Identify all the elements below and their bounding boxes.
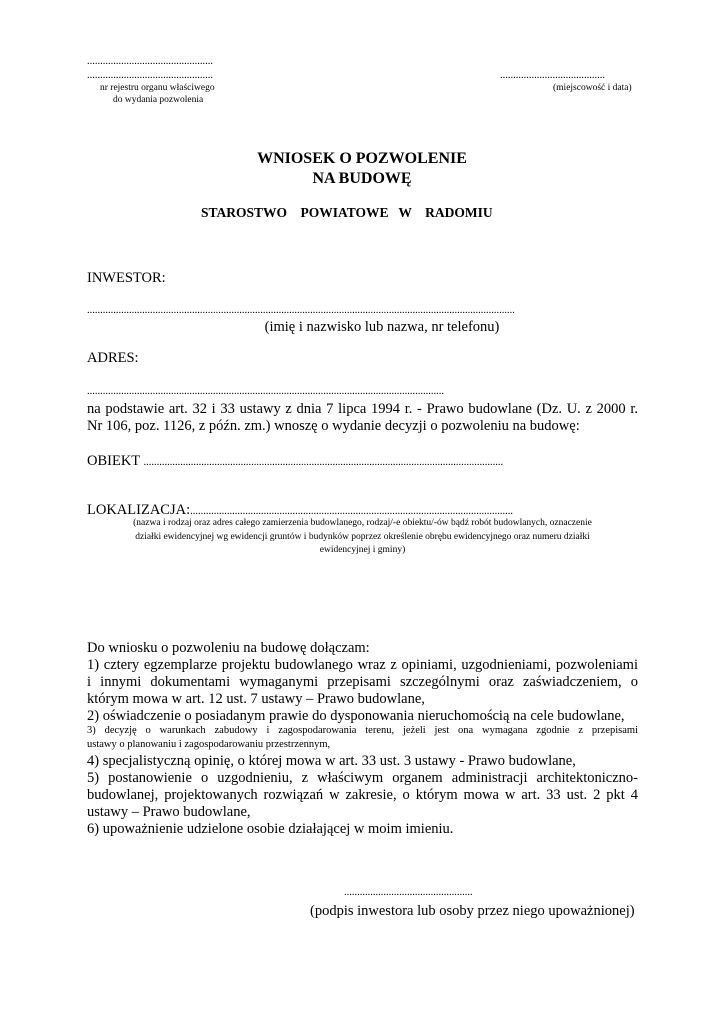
attachment-item-4: 4) specjalistyczną opinię, o której mowa w art. 33 ust. 3 ustawy - Prawo budowlane, [87,753,576,769]
location-hint-line-2: działki ewidencyjnej wg ewidencji gruntów i budynków poprzez określenie obrębu ewidencyjnego oraz numeru działki [135,532,590,542]
attachment-item-3-line-1: 3) decyzję o warunkach zabudowy i zagospodarowania terenu, jeżeli jest ona wymagana zgodnie z przepisami [87,725,638,736]
legal-basis-line-1: na podstawie art. 32 i 33 ustawy z dnia 7 lipca 1994 r. - Prawo budowlane (Dz. U. z 2000 r. [87,401,638,417]
address-label: ADRES: [87,350,139,366]
attachment-item-2: 2) oświadczenie o posiadanym prawie do dysponowania nieruchomością na cele budowlane, [87,708,625,724]
object-dots: ......................................................................................................................................... [143,457,504,468]
object-label: OBIEKT [87,453,144,469]
attachment-item-6: 6) upoważnienie udzielone osobie działającej w moim imieniu. [87,821,454,837]
register-number-dots-2: ................................................ [87,70,213,81]
register-number-label-2: do wydania pozwolenia [113,95,204,105]
signature-label: (podpis inwestora lub osoby przez niego upoważnionej) [310,903,635,919]
document-title-line-1: WNIOSEK O POZWOLENIE [257,150,467,167]
attachment-item-3-line-2: ustawy o planowaniu i zagospodarowaniu przestrzennym, [87,739,331,750]
attachment-item-1-line-1: 1) cztery egzemplarze projektu budowlanego wraz z opiniami, uzgodnieniami, pozwoleniami [87,657,638,673]
location-label: LOKALIZACJA: [87,502,191,518]
location-hint-line-3: ewidencyjnej i gminy) [319,545,406,555]
location-dots: ........................................................................................................................... [190,506,513,517]
signature-dots: ................................................. [344,887,473,898]
authority-name: STAROSTWO POWIATOWE W RADOMIU [201,205,493,220]
attachment-item-5-line-1: 5) postanowienie o uzgodnieniu, z właściwym organem administracji architektoniczno- [87,770,638,786]
investor-dots: ................................................................................................................................................................... [87,305,515,316]
attachment-item-1-line-2: i innymi dokumentami wymaganymi przepisami szczególnymi oraz zaświadczeniem, o [87,674,638,690]
location-hint-line-1: (nazwa i rodzaj oraz adres całego zamierzenia budowlanego, rodzaj/-e obiektu/-ów bądź robót budowlanych, oznaczenie [133,518,592,528]
place-date-dots: ........................................ [500,70,605,81]
document-title-line-2: NA BUDOWĘ [312,170,412,187]
investor-hint: (imię i nazwisko lub nazwa, nr telefonu) [264,319,500,335]
legal-basis-line-2: Nr 106, poz. 1126, z późn. zm.) wnoszę o wydanie decyzji o pozwoleniu na budowę: [87,418,580,434]
attachment-item-5-line-3: ustawy – Prawo budowlane, [87,804,251,820]
location-row [87,502,638,519]
address-dots: ........................................................................................................................................ [87,386,444,397]
register-number-dots-1: ................................................ [87,56,213,67]
attachment-item-1-line-3: którym mowa w art. 12 ust. 7 ustawy – Prawo budowlane, [87,691,425,707]
object-row [87,453,638,470]
attachment-item-5-line-2: budowlanej, projektowanych rozwiązań w zakresie, o którym mowa w art. 33 ust. 2 pkt 4 [87,787,638,803]
place-date-label: (miejscowość i data) [553,83,632,93]
investor-label: INWESTOR: [87,270,166,286]
attachments-intro: Do wniosku o pozwoleniu na budowę dołączam: [87,640,370,656]
register-number-label-1: nr rejestru organu właściwego [100,83,215,93]
